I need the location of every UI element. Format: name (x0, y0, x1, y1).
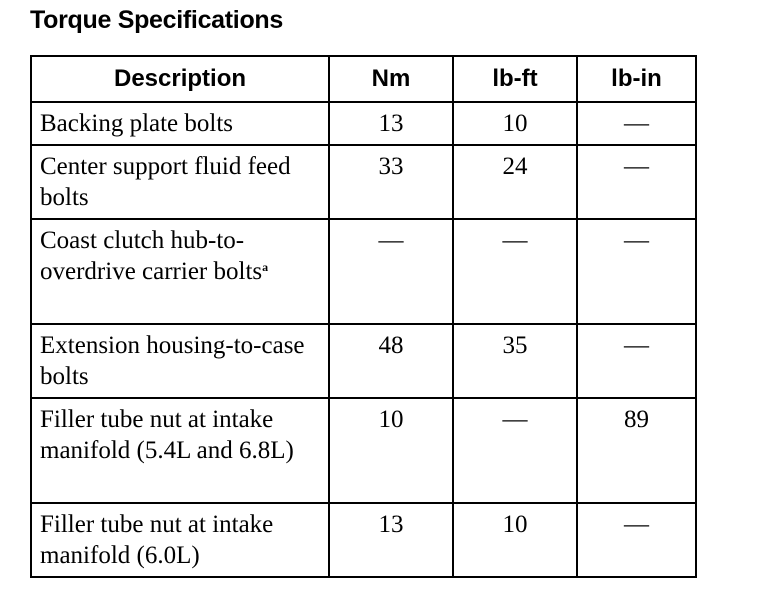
row-lbin-value: — (577, 219, 696, 324)
row-description (31, 398, 329, 503)
row-lbin-value: 89 (577, 398, 696, 503)
row-nm-value: 10 (329, 398, 453, 503)
row-nm-value: 13 (329, 102, 453, 145)
row-lbft-value: — (453, 398, 577, 503)
description-text: Extension housing-to-case bolts (40, 332, 305, 390)
table-row (31, 219, 696, 324)
table-row (31, 324, 696, 398)
description-text: Filler tube nut at intake manifold (5.4L and 6.8L) (40, 406, 294, 464)
row-lbin-value: — (577, 102, 696, 145)
torque-spec-table (30, 55, 697, 578)
description-text: Backing plate bolts (40, 110, 234, 137)
row-lbin-value: — (577, 145, 696, 219)
table-row (31, 398, 696, 503)
description-text: Center support fluid feed bolts (40, 153, 291, 211)
row-lbft-value: 10 (453, 503, 577, 577)
table-row (31, 503, 696, 577)
row-lbft-value: 35 (453, 324, 577, 398)
row-description (31, 219, 329, 324)
column-header-nm: Nm (329, 56, 453, 102)
description-main: Coast clutch hub-to-overdrive carrier bolts (40, 227, 263, 285)
row-description (31, 503, 329, 577)
table-header-row (31, 56, 696, 102)
row-nm-value: — (329, 219, 453, 324)
row-lbin-value: — (577, 503, 696, 577)
description-text: Filler tube nut at intake manifold (6.0L) (40, 511, 274, 569)
table-row (31, 102, 696, 145)
description-text (40, 227, 268, 285)
row-lbft-value: 24 (453, 145, 577, 219)
row-lbft-value: — (453, 219, 577, 324)
page-title: Torque Specifications (30, 6, 284, 34)
row-description (31, 102, 329, 145)
column-header-lbin: lb-in (577, 56, 696, 102)
column-header-description: Description (31, 56, 329, 102)
row-description (31, 145, 329, 219)
footnote-marker: a (262, 260, 269, 274)
row-description (31, 324, 329, 398)
column-header-lbft: lb-ft (453, 56, 577, 102)
row-nm-value: 48 (329, 324, 453, 398)
row-nm-value: 33 (329, 145, 453, 219)
row-nm-value: 13 (329, 503, 453, 577)
row-lbft-value: 10 (453, 102, 577, 145)
row-lbin-value: — (577, 324, 696, 398)
table-row (31, 145, 696, 219)
